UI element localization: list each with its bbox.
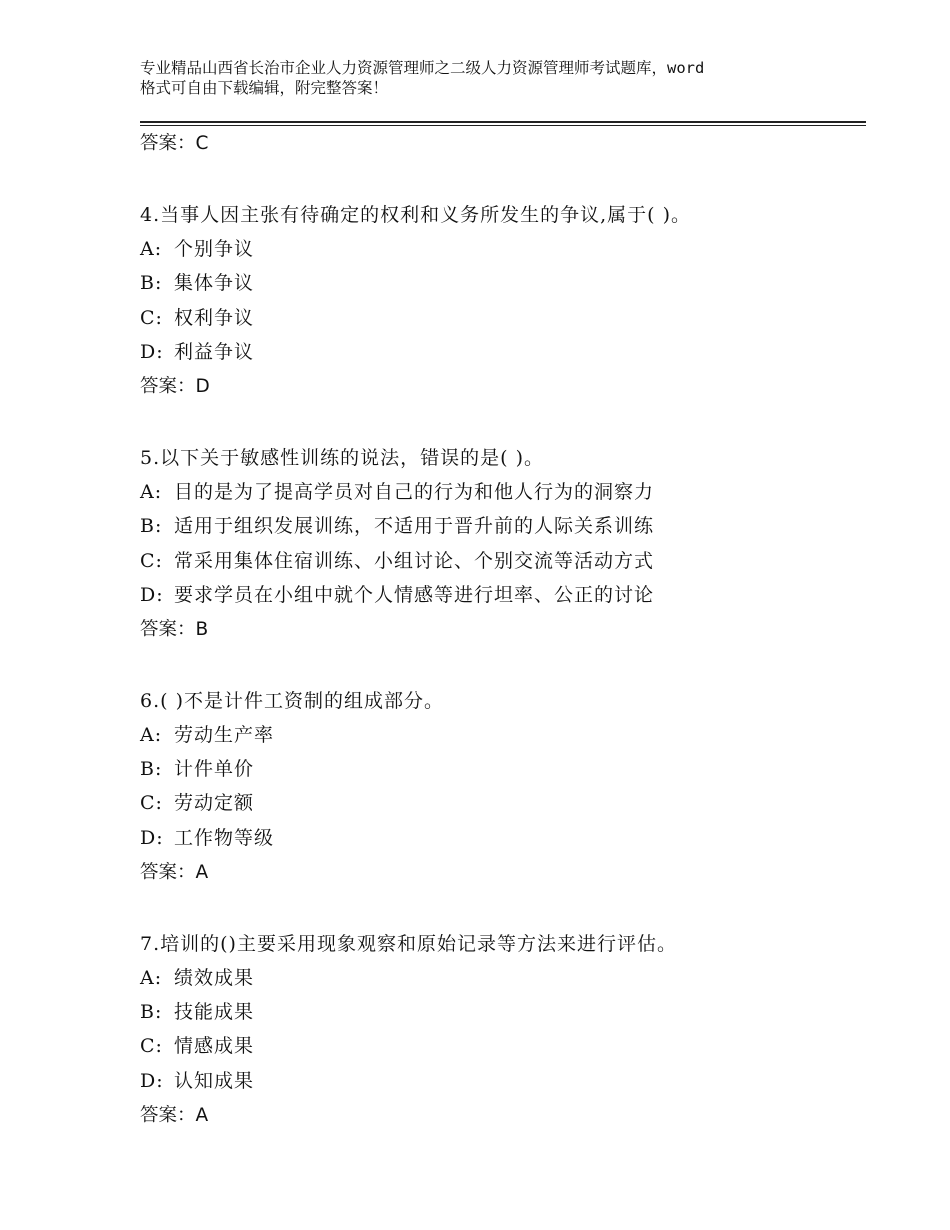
option-letter: C:	[140, 792, 163, 815]
option-letter: B:	[140, 1001, 163, 1024]
answer: 答案：A	[140, 1104, 209, 1126]
option-c	[140, 301, 866, 335]
option-c	[140, 786, 866, 820]
option-d	[140, 821, 866, 855]
option-text: 技能成果	[174, 1001, 255, 1024]
option-a	[140, 232, 866, 266]
question-stem: 5.以下关于敏感性训练的说法，错误的是( )。	[140, 446, 544, 469]
option-letter: D:	[140, 826, 164, 849]
option-letter: D:	[140, 340, 164, 363]
option-text: 工作物等级	[174, 826, 275, 849]
option-text: 权利争议	[174, 306, 255, 329]
answer: 答案：A	[140, 861, 209, 883]
answer: 答案：D	[140, 375, 210, 397]
answer: 答案：B	[140, 618, 209, 640]
option-b	[140, 266, 866, 300]
question-4	[140, 198, 866, 405]
option-a	[140, 475, 866, 509]
option-d	[140, 578, 866, 612]
question-stem: 7.培训的()主要采用现象观察和原始记录等方法来进行评估。	[140, 932, 677, 955]
option-d	[140, 335, 866, 369]
option-letter: A:	[140, 724, 163, 747]
option-letter: B:	[140, 272, 163, 295]
header-title-line-2: 格式可自由下载编辑，附完整答案！	[140, 79, 389, 97]
option-text: 目的是为了提高学员对自己的行为和他人行为的洞察力	[174, 481, 655, 504]
option-c	[140, 1029, 866, 1063]
previous-answer: 答案：C	[140, 133, 209, 154]
header-divider-thick	[140, 121, 866, 123]
option-b	[140, 752, 866, 786]
option-a	[140, 961, 866, 995]
option-text: 常采用集体住宿训练、小组讨论、个别交流等活动方式	[174, 549, 655, 572]
header-title-line-1: 专业精品山西省长治市企业人力资源管理师之二级人力资源管理师考试题库，word	[140, 59, 705, 77]
option-a	[140, 718, 866, 752]
option-letter: A:	[140, 967, 163, 989]
question-5	[140, 441, 866, 648]
option-text: 劳动生产率	[174, 724, 275, 747]
question-stem: 4.当事人因主张有待确定的权利和义务所发生的争议,属于( )。	[140, 204, 692, 226]
option-letter: B:	[140, 758, 163, 781]
option-d	[140, 1064, 866, 1098]
option-text: 劳动定额	[174, 792, 255, 815]
option-text: 要求学员在小组中就个人情感等进行坦率、公正的讨论	[174, 583, 655, 606]
option-text: 认知成果	[174, 1069, 255, 1092]
option-letter: C:	[140, 1035, 163, 1058]
option-letter: C:	[140, 549, 163, 572]
option-text: 个别争议	[174, 238, 255, 261]
question-6	[140, 684, 866, 891]
option-text: 情感成果	[174, 1035, 255, 1058]
option-c	[140, 544, 866, 578]
option-letter: C:	[140, 306, 163, 329]
option-text: 绩效成果	[174, 967, 255, 989]
option-text: 集体争议	[174, 272, 255, 295]
option-text: 利益争议	[174, 340, 255, 363]
document-body	[140, 126, 866, 1134]
option-letter: A:	[140, 238, 163, 261]
option-text: 适用于组织发展训练，不适用于晋升前的人际关系训练	[174, 515, 655, 538]
option-b	[140, 509, 866, 543]
option-letter: A:	[140, 481, 163, 504]
option-letter: B:	[140, 515, 163, 538]
option-letter: D:	[140, 1069, 164, 1092]
document-header	[140, 58, 830, 98]
option-b	[140, 995, 866, 1029]
question-stem: 6.( )不是计件工资制的组成部分。	[140, 689, 444, 712]
question-7	[140, 927, 866, 1134]
option-text: 计件单价	[174, 758, 255, 781]
option-letter: D:	[140, 583, 164, 606]
